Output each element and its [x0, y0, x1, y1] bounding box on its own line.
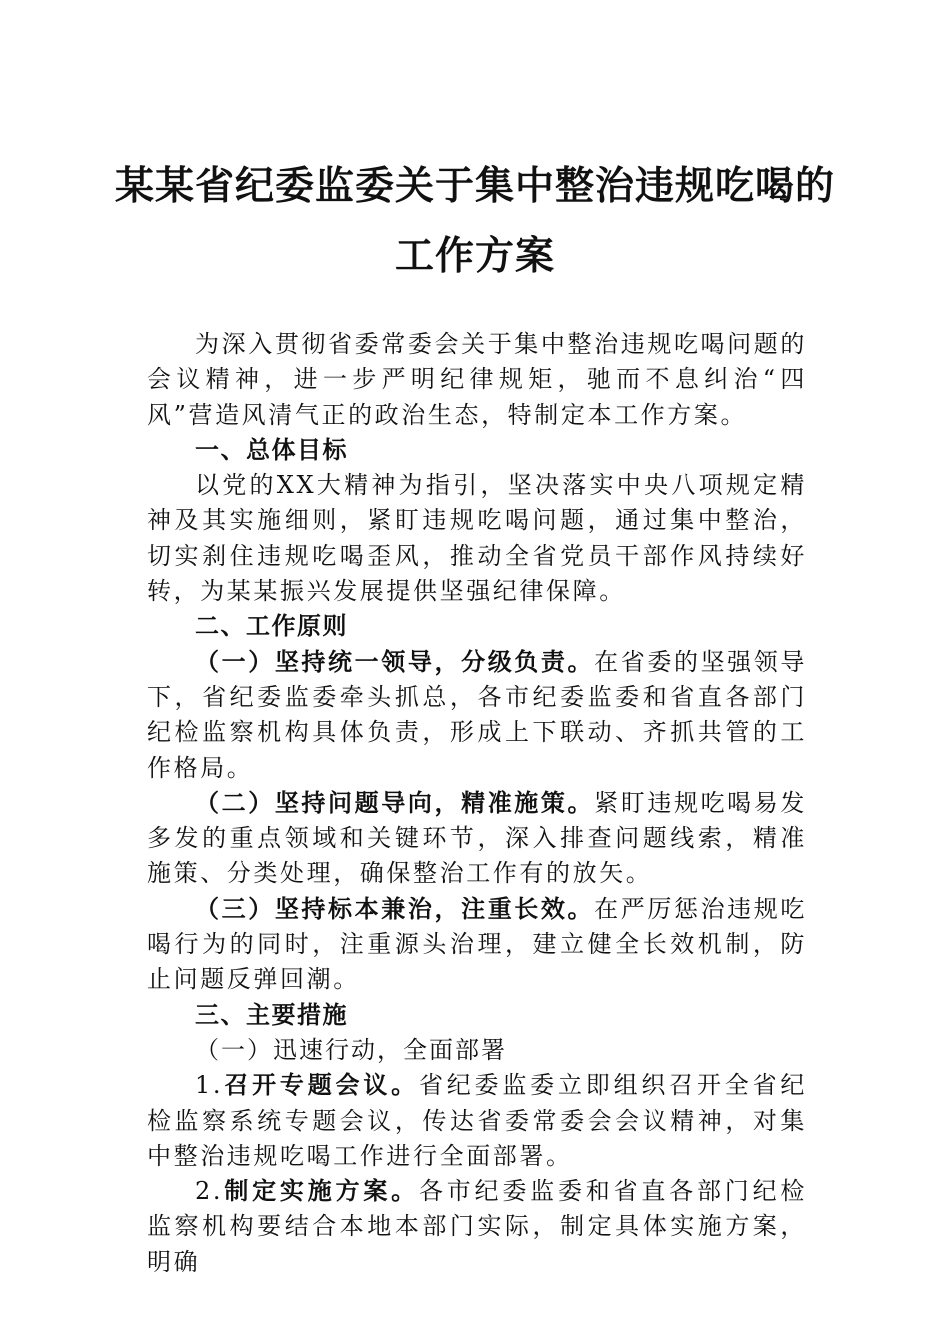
section-1-paragraph: 以党的XX大精神为指引，坚决落实中央八项规定精神及其实施细则，紧盯违规吃喝问题，通过集中整治，切实刹住违规吃喝歪风，推动全省党员干部作风持续好转，为某某振兴发展提供坚强纪律保障。	[147, 471, 807, 606]
document-body	[147, 327, 807, 1280]
measure-1-number: 1.	[195, 1071, 224, 1100]
measure-2-paragraph	[147, 1174, 807, 1280]
document-title-line-1: 某某省纪委监委关于集中整治违规吃喝的	[114, 163, 835, 209]
measure-2-number: 2.	[195, 1177, 224, 1206]
measure-2-text: 各市纪委监委和省直各部门纪检监察机构要结合本地本部门实际，制定具体实施方案，明确	[147, 1177, 808, 1276]
document-title-line-2: 工作方案	[394, 233, 555, 279]
measure-2-lead: 制定实施方案。	[223, 1177, 419, 1206]
measure-1-paragraph	[147, 1068, 807, 1174]
principle-1-lead: （一）坚持统一领导，分级负责。	[195, 647, 595, 676]
principle-1-paragraph	[147, 645, 807, 786]
principle-1-text: 在省委的坚强领导下，省纪委监委牵头抓总，各市纪委监委和省直各部门纪检监察机构具体负责，形成上下联动、齐抓共管的工作格局。	[147, 647, 807, 782]
section-1-heading: 一、总体目标	[195, 435, 348, 464]
intro-paragraph: 为深入贯彻省委常委会关于集中整治违规吃喝问题的会议精神，进一步严明纪律规矩，驰而不息纠治“四风”营造风清气正的政治生态，特制定本工作方案。	[147, 330, 807, 429]
principle-3-lead: （三）坚持标本兼治，注重长效。	[195, 894, 595, 923]
measure-1-text: 省纪委监委立即组织召开全省纪检监察系统专题会议，传达省委常委会会议精神，对集中整治违规吃喝工作进行全面部署。	[147, 1071, 808, 1170]
section-3-heading: 三、主要措施	[195, 1000, 348, 1029]
principle-3-text: 在严厉惩治违规吃喝行为的同时，注重源头治理，建立健全长效机制，防止问题反弹回潮。	[147, 894, 807, 994]
section-2-heading: 二、工作原则	[195, 612, 348, 641]
measure-1-lead: 召开专题会议。	[223, 1071, 419, 1100]
principle-2-text: 紧盯违规吃喝易发多发的重点领域和关键环节，深入排查问题线索，精准施策、分类处理，确保整治工作有的放矢。	[147, 788, 807, 888]
principle-2-paragraph	[147, 786, 807, 892]
section-3-subheading: （一）迅速行动，全面部署	[195, 1035, 507, 1064]
principle-3-paragraph	[147, 892, 807, 998]
principle-2-lead: （二）坚持问题导向，精准施策。	[195, 788, 595, 817]
